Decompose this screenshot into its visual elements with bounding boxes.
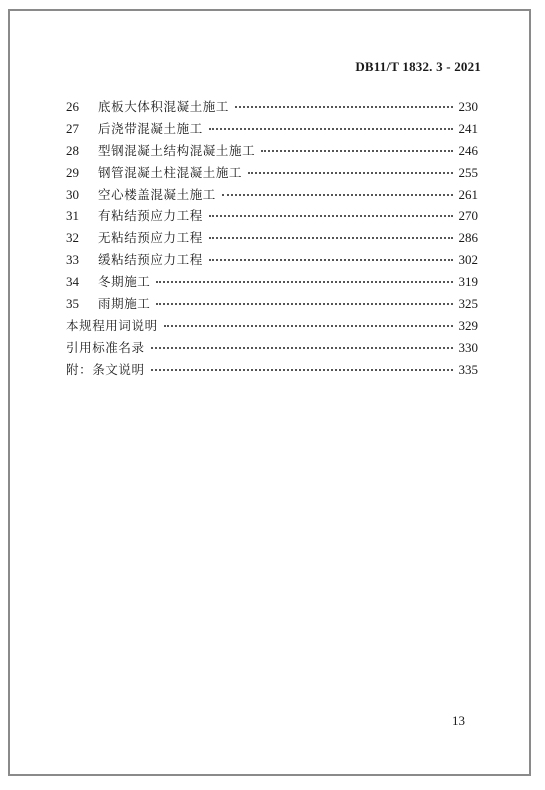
toc-entry-page: 325 [458,296,478,312]
toc-entry-title: 冬期施工 [98,274,151,290]
toc-entry-title: 有粘结预应力工程 [98,208,203,224]
toc-entry-title: 后浇带混凝土施工 [98,120,203,136]
toc-entry-page: 246 [458,142,478,158]
toc-entry-page: 330 [458,339,478,355]
toc-entry-number: 27 [66,120,79,136]
toc-entry-number: 35 [66,296,79,312]
toc-entry[interactable] [66,227,478,249]
toc-leader-dots [164,325,453,327]
toc-entry-title: 型钢混凝土结构混凝土施工 [98,142,256,158]
toc-entry-number: 30 [66,186,79,202]
toc-entry-title: 附：条文说明 [66,361,145,377]
toc-entry-title: 本规程用词说明 [66,317,158,333]
toc-leader-dots [209,215,453,217]
toc-leader-dots [235,106,452,108]
toc-entry[interactable] [66,96,478,118]
toc-leader-dots [156,281,452,283]
toc-entry[interactable] [66,118,478,140]
toc-leader-dots [248,172,452,174]
toc-entry-title: 雨期施工 [98,296,151,312]
toc-leader-dots [156,303,452,305]
toc-entry[interactable] [66,293,478,315]
toc-entry-page: 261 [458,186,478,202]
toc-leader-dots [222,194,453,196]
toc-leader-dots [151,369,453,371]
toc-leader-dots [209,259,453,261]
toc-entry-page: 319 [458,274,478,290]
toc-entry[interactable] [66,140,478,162]
toc-entry-number: 26 [66,99,79,114]
toc-entry-page: 286 [458,230,478,246]
toc-leader-dots [261,150,452,152]
toc-entry-title: 钢管混凝土柱混凝土施工 [98,164,243,180]
toc-entry-page: 302 [458,252,478,268]
toc-leader-dots [209,128,453,130]
table-of-contents [66,96,478,381]
toc-entry[interactable] [66,337,478,359]
toc-entry-page: 255 [458,164,478,180]
toc-entry-number: 28 [66,142,79,158]
toc-entry[interactable] [66,162,478,184]
toc-entry-number: 32 [66,230,79,246]
toc-entry[interactable] [66,249,478,271]
toc-entry-title: 引用标准名录 [66,339,145,355]
toc-entry-page: 270 [458,208,478,224]
toc-entry-page: 335 [458,361,478,377]
toc-entry-number: 33 [66,252,79,268]
toc-entry[interactable] [66,359,478,381]
toc-entry-number: 34 [66,274,79,290]
toc-entry-page: 329 [458,317,478,333]
toc-entry[interactable] [66,184,478,206]
toc-entry-title: 空心楼盖混凝土施工 [98,186,216,202]
toc-entry-title: 无粘结预应力工程 [98,230,203,246]
toc-entry[interactable] [66,271,478,293]
toc-entry[interactable] [66,315,478,337]
toc-entry-number: 31 [66,208,79,224]
toc-entry-number: 29 [66,164,79,180]
toc-leader-dots [151,347,453,349]
toc-entry-title: 底板大体积混凝土施工 [98,99,230,114]
toc-entry-title: 缓粘结预应力工程 [98,252,203,268]
standard-code: DB11/T 1832. 3 - 2021 [355,59,481,74]
toc-entry-page: 230 [458,99,478,114]
page-number: 13 [452,713,465,728]
toc-entry-page: 241 [458,120,478,136]
toc-entry[interactable] [66,205,478,227]
toc-leader-dots [209,237,453,239]
